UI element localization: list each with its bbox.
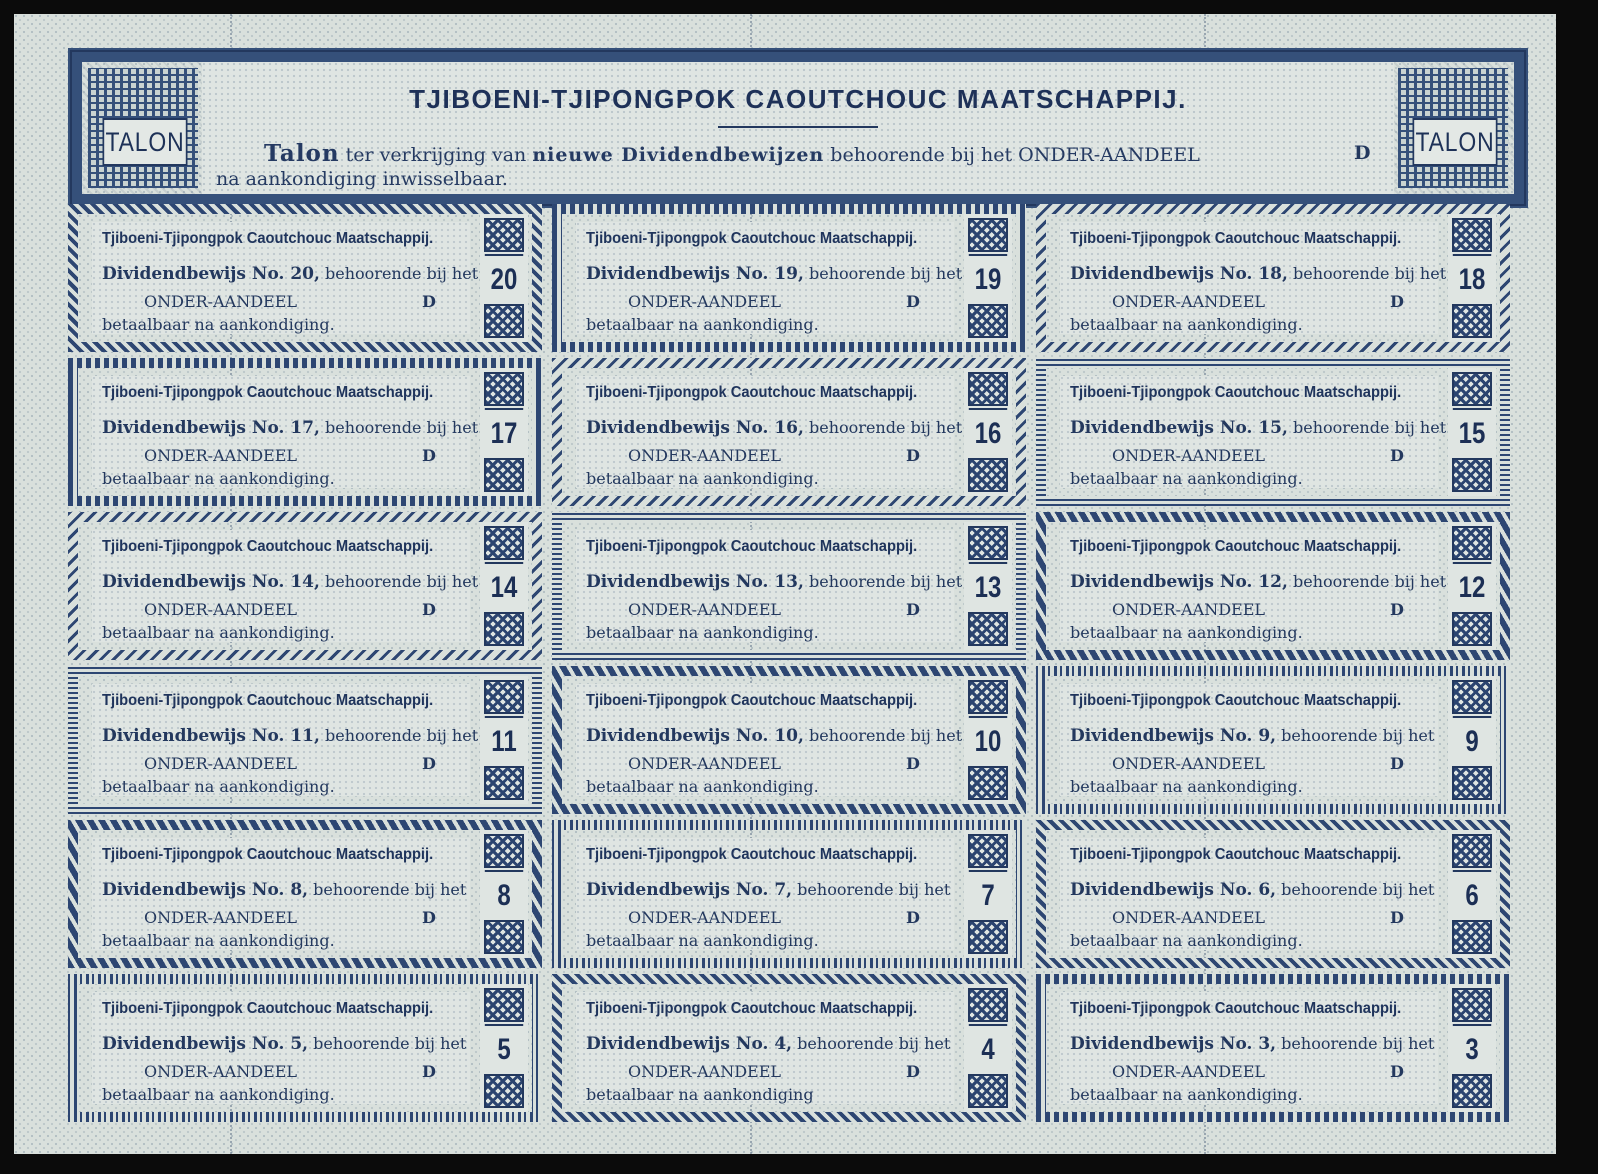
coupon-number: 19 bbox=[969, 254, 1007, 306]
coupon-number: 8 bbox=[485, 870, 523, 922]
ornament-icon bbox=[1452, 218, 1492, 252]
coupon-payable: betaalbaar na aankondiging. bbox=[586, 777, 819, 796]
coupon-payable: betaalbaar na aankondiging. bbox=[586, 315, 819, 334]
dividend-coupon-4 bbox=[552, 974, 1026, 1122]
coupon-number-column bbox=[1448, 368, 1496, 496]
coupon-letter: D bbox=[906, 446, 920, 465]
coupon-letter: D bbox=[422, 600, 436, 619]
coupon-letter: D bbox=[1390, 908, 1404, 927]
coupon-letter: D bbox=[906, 908, 920, 927]
coupon-payable: betaalbaar na aankondiging. bbox=[1070, 777, 1303, 796]
coupon-letter: D bbox=[422, 292, 436, 311]
coupon-share: ONDER-AANDEEL bbox=[628, 600, 781, 619]
coupon-letter: D bbox=[1390, 1062, 1404, 1081]
ornament-icon bbox=[484, 988, 524, 1022]
coupon-number: 16 bbox=[969, 408, 1007, 460]
coupon-rest: behoorende bij het bbox=[803, 418, 963, 437]
coupon-share: ONDER-AANDEEL bbox=[1112, 1062, 1265, 1081]
talon-ornament-left bbox=[88, 68, 198, 188]
coupon-payable: betaalbaar na aankondiging. bbox=[586, 623, 819, 642]
coupon-rest: behoorende bij het bbox=[792, 880, 951, 899]
coupon-number-column bbox=[964, 984, 1012, 1112]
coupon-number-column bbox=[964, 522, 1012, 650]
coupon-text-panel bbox=[92, 838, 470, 950]
coupon-letter: D bbox=[1390, 600, 1404, 619]
coupon-dividend-line bbox=[1070, 880, 1434, 900]
ornament-icon bbox=[484, 218, 524, 252]
coupon-text-panel bbox=[1060, 530, 1447, 642]
company-title: TJIBOENI-TJIPONGPOK CAOUTCHOUC MAATSCHAPPIJ. bbox=[409, 84, 1187, 114]
coupon-payable: betaalbaar na aankondiging. bbox=[1070, 1085, 1303, 1104]
coupon-rest: behoorende bij het bbox=[319, 572, 479, 591]
coupon-dividend-line bbox=[586, 726, 962, 746]
ornament-icon bbox=[1452, 612, 1492, 646]
dividend-coupon-15 bbox=[1036, 358, 1510, 506]
ornament-icon bbox=[968, 372, 1008, 406]
coupon-label: Dividendbewijs No. 11, bbox=[102, 726, 320, 746]
ornament-icon bbox=[1452, 372, 1492, 406]
coupon-company: Tjiboeni-Tjipongpok Caoutchouc Maatschappij. bbox=[586, 846, 918, 863]
coupon-number: 12 bbox=[1453, 562, 1491, 614]
dividend-coupon-19 bbox=[552, 204, 1026, 352]
ornament-icon bbox=[484, 458, 524, 492]
coupon-number-column bbox=[964, 830, 1012, 958]
coupon-rest: behoorende bij het bbox=[803, 264, 963, 283]
coupon-text-panel bbox=[576, 838, 954, 950]
ornament-icon bbox=[968, 766, 1008, 800]
talon-text-a: ter verkrijging van bbox=[339, 144, 533, 166]
coupon-text-panel bbox=[576, 992, 954, 1104]
coupon-dividend-line bbox=[102, 264, 478, 284]
coupon-company: Tjiboeni-Tjipongpok Caoutchouc Maatschappij. bbox=[586, 1000, 918, 1017]
coupon-rest: behoorende bij het bbox=[1287, 264, 1447, 283]
coupon-share: ONDER-AANDEEL bbox=[628, 908, 781, 927]
coupon-rest: behoorende bij het bbox=[319, 418, 479, 437]
coupon-number-column bbox=[964, 214, 1012, 342]
ornament-icon bbox=[1452, 458, 1492, 492]
coupon-text-panel bbox=[1060, 838, 1438, 950]
dividend-coupon-8 bbox=[68, 820, 542, 968]
coupon-payable: betaalbaar na aankondiging. bbox=[1070, 469, 1303, 488]
coupon-share: ONDER-AANDEEL bbox=[144, 908, 297, 927]
coupon-number: 15 bbox=[1453, 408, 1491, 460]
dividend-coupon-6 bbox=[1036, 820, 1510, 968]
coupon-share: ONDER-AANDEEL bbox=[628, 1062, 781, 1081]
dividend-coupon-10 bbox=[552, 666, 1026, 814]
coupon-payable: betaalbaar na aankondiging. bbox=[102, 315, 335, 334]
dividend-coupon-13 bbox=[552, 512, 1026, 660]
coupon-text-panel bbox=[1060, 376, 1447, 488]
ornament-icon bbox=[968, 526, 1008, 560]
coupon-payable: betaalbaar na aankondiging. bbox=[1070, 623, 1303, 642]
coupon-company: Tjiboeni-Tjipongpok Caoutchouc Maatschappij. bbox=[1070, 230, 1402, 247]
coupon-text-panel bbox=[1060, 992, 1438, 1104]
coupon-letter: D bbox=[422, 908, 436, 927]
coupon-company: Tjiboeni-Tjipongpok Caoutchouc Maatschappij. bbox=[102, 1000, 434, 1017]
coupon-text-panel bbox=[92, 376, 479, 488]
dividend-coupon-3 bbox=[1036, 974, 1510, 1122]
coupon-company: Tjiboeni-Tjipongpok Caoutchouc Maatschappij. bbox=[102, 692, 434, 709]
coupon-share: ONDER-AANDEEL bbox=[144, 292, 297, 311]
talon-tag-right: TALON bbox=[1413, 118, 1498, 166]
coupon-rest: behoorende bij het bbox=[1287, 418, 1447, 437]
coupon-number: 3 bbox=[1453, 1024, 1491, 1076]
coupon-dividend-line bbox=[586, 572, 962, 592]
coupon-company: Tjiboeni-Tjipongpok Caoutchouc Maatschappij. bbox=[1070, 384, 1402, 401]
coupon-share: ONDER-AANDEEL bbox=[1112, 600, 1265, 619]
coupon-letter: D bbox=[422, 754, 436, 773]
coupon-text-panel bbox=[92, 222, 479, 334]
ornament-icon bbox=[484, 612, 524, 646]
ornament-icon bbox=[484, 304, 524, 338]
ornament-icon bbox=[484, 372, 524, 406]
coupon-dividend-line bbox=[1070, 1034, 1434, 1054]
coupon-rest: behoorende bij het bbox=[1287, 572, 1447, 591]
coupon-dividend-line bbox=[102, 1034, 466, 1054]
coupon-company: Tjiboeni-Tjipongpok Caoutchouc Maatschappij. bbox=[1070, 692, 1402, 709]
coupon-letter: D bbox=[906, 600, 920, 619]
coupon-company: Tjiboeni-Tjipongpok Caoutchouc Maatschappij. bbox=[102, 230, 434, 247]
ornament-icon bbox=[484, 834, 524, 868]
coupon-label: Dividendbewijs No. 14, bbox=[102, 572, 320, 592]
coupon-text-panel bbox=[576, 376, 963, 488]
coupon-letter: D bbox=[1390, 292, 1404, 311]
coupon-letter: D bbox=[1390, 754, 1404, 773]
coupon-dividend-line bbox=[1070, 264, 1446, 284]
coupon-number: 9 bbox=[1453, 716, 1491, 768]
coupon-number-column bbox=[480, 214, 528, 342]
coupon-rest: behoorende bij het bbox=[1276, 880, 1435, 899]
ornament-icon bbox=[1452, 1074, 1492, 1108]
coupon-number-column bbox=[964, 368, 1012, 496]
coupon-payable: betaalbaar na aankondiging. bbox=[102, 623, 335, 642]
coupon-share: ONDER-AANDEEL bbox=[1112, 446, 1265, 465]
dividend-coupon-14 bbox=[68, 512, 542, 660]
coupon-number: 5 bbox=[485, 1024, 523, 1076]
coupon-letter: D bbox=[906, 754, 920, 773]
dividend-coupon-7 bbox=[552, 820, 1026, 968]
dividend-coupon-18 bbox=[1036, 204, 1510, 352]
coupon-share: ONDER-AANDEEL bbox=[628, 292, 781, 311]
coupon-dividend-line bbox=[102, 572, 478, 592]
coupon-number: 18 bbox=[1453, 254, 1491, 306]
coupon-share: ONDER-AANDEEL bbox=[144, 600, 297, 619]
coupon-number: 6 bbox=[1453, 870, 1491, 922]
coupon-letter: D bbox=[1390, 446, 1404, 465]
coupon-share: ONDER-AANDEEL bbox=[144, 754, 297, 773]
coupon-label: Dividendbewijs No. 7, bbox=[586, 880, 793, 900]
coupon-number-column bbox=[1448, 830, 1496, 958]
coupon-number-column bbox=[480, 676, 528, 804]
coupon-text-panel bbox=[576, 684, 963, 796]
coupon-payable: betaalbaar na aankondiging. bbox=[102, 1085, 335, 1104]
coupon-payable: betaalbaar na aankondiging. bbox=[586, 469, 819, 488]
coupon-label: Dividendbewijs No. 16, bbox=[586, 418, 804, 438]
coupon-payable: betaalbaar na aankondiging bbox=[586, 1085, 814, 1104]
coupon-label: Dividendbewijs No. 12, bbox=[1070, 572, 1288, 592]
ornament-icon bbox=[968, 458, 1008, 492]
talon-nieuwe: nieuwe Dividendbewijzen bbox=[532, 144, 825, 166]
coupon-number: 10 bbox=[969, 716, 1007, 768]
coupon-number-column bbox=[480, 830, 528, 958]
coupon-company: Tjiboeni-Tjipongpok Caoutchouc Maatschappij. bbox=[1070, 1000, 1402, 1017]
ornament-icon bbox=[1452, 766, 1492, 800]
coupon-payable: betaalbaar na aankondiging. bbox=[102, 931, 335, 950]
coupon-number: 4 bbox=[969, 1024, 1007, 1076]
coupon-number-column bbox=[480, 368, 528, 496]
coupon-number-column bbox=[1448, 214, 1496, 342]
coupon-share: ONDER-AANDEEL bbox=[1112, 908, 1265, 927]
coupon-share: ONDER-AANDEEL bbox=[1112, 292, 1265, 311]
coupon-share: ONDER-AANDEEL bbox=[144, 446, 297, 465]
coupon-label: Dividendbewijs No. 9, bbox=[1070, 726, 1277, 746]
coupon-text-panel bbox=[1060, 222, 1447, 334]
ornament-icon bbox=[968, 834, 1008, 868]
coupon-number: 14 bbox=[485, 562, 523, 614]
ornament-icon bbox=[968, 304, 1008, 338]
coupon-dividend-line bbox=[102, 726, 478, 746]
coupon-text-panel bbox=[92, 992, 470, 1104]
coupon-company: Tjiboeni-Tjipongpok Caoutchouc Maatschappij. bbox=[102, 384, 434, 401]
ornament-icon bbox=[484, 766, 524, 800]
coupon-label: Dividendbewijs No. 10, bbox=[586, 726, 804, 746]
ornament-icon bbox=[968, 920, 1008, 954]
ornament-icon bbox=[968, 612, 1008, 646]
coupon-company: Tjiboeni-Tjipongpok Caoutchouc Maatschappij. bbox=[102, 538, 434, 555]
title-rule bbox=[718, 126, 878, 128]
dividend-coupon-11 bbox=[68, 666, 542, 814]
coupon-rest: behoorende bij het bbox=[803, 726, 963, 745]
coupon-label: Dividendbewijs No. 19, bbox=[586, 264, 804, 284]
coupon-letter: D bbox=[906, 292, 920, 311]
dividend-coupon-5 bbox=[68, 974, 542, 1122]
coupon-company: Tjiboeni-Tjipongpok Caoutchouc Maatschappij. bbox=[1070, 538, 1402, 555]
coupon-dividend-line bbox=[586, 264, 962, 284]
dividend-coupon-9 bbox=[1036, 666, 1510, 814]
coupon-number-column bbox=[964, 676, 1012, 804]
coupon-number-column bbox=[1448, 676, 1496, 804]
talon-description bbox=[264, 140, 1200, 167]
coupon-number-column bbox=[480, 984, 528, 1112]
coupon-company: Tjiboeni-Tjipongpok Caoutchouc Maatschappij. bbox=[102, 846, 434, 863]
coupon-number: 11 bbox=[485, 716, 523, 768]
coupon-label: Dividendbewijs No. 3, bbox=[1070, 1034, 1277, 1054]
ornament-icon bbox=[484, 680, 524, 714]
coupon-label: Dividendbewijs No. 15, bbox=[1070, 418, 1288, 438]
talon-header bbox=[68, 48, 1528, 208]
talon-ornament-right bbox=[1398, 68, 1508, 188]
coupon-number: 20 bbox=[485, 254, 523, 306]
coupon-payable: betaalbaar na aankondiging. bbox=[1070, 931, 1303, 950]
coupon-text-panel bbox=[1060, 684, 1438, 796]
coupon-letter: D bbox=[906, 1062, 920, 1081]
coupon-number: 17 bbox=[485, 408, 523, 460]
coupon-number: 7 bbox=[969, 870, 1007, 922]
coupon-number-column bbox=[1448, 522, 1496, 650]
ornament-icon bbox=[1452, 680, 1492, 714]
coupon-company: Tjiboeni-Tjipongpok Caoutchouc Maatschappij. bbox=[586, 538, 918, 555]
coupon-label: Dividendbewijs No. 4, bbox=[586, 1034, 793, 1054]
coupon-text-panel bbox=[92, 530, 479, 642]
coupon-share: ONDER-AANDEEL bbox=[144, 1062, 297, 1081]
certificate-sheet bbox=[14, 14, 1556, 1154]
talon-word: Talon bbox=[264, 140, 340, 167]
coupon-label: Dividendbewijs No. 20, bbox=[102, 264, 320, 284]
coupon-rest: behoorende bij het bbox=[319, 264, 479, 283]
coupon-rest: behoorende bij het bbox=[308, 880, 467, 899]
coupon-company: Tjiboeni-Tjipongpok Caoutchouc Maatschappij. bbox=[586, 692, 918, 709]
ornament-icon bbox=[1452, 920, 1492, 954]
talon-line2: na aankondiging inwisselbaar. bbox=[216, 168, 508, 190]
ornament-icon bbox=[968, 1074, 1008, 1108]
coupon-payable: betaalbaar na aankondiging. bbox=[1070, 315, 1303, 334]
coupon-letter: D bbox=[422, 446, 436, 465]
coupon-label: Dividendbewijs No. 17, bbox=[102, 418, 320, 438]
coupon-dividend-line bbox=[586, 418, 962, 438]
dividend-coupon-17 bbox=[68, 358, 542, 506]
ornament-icon bbox=[1452, 304, 1492, 338]
coupon-text-panel bbox=[576, 222, 963, 334]
ornament-icon bbox=[1452, 834, 1492, 868]
coupon-dividend-line bbox=[102, 880, 466, 900]
dividend-coupon-20 bbox=[68, 204, 542, 352]
ornament-icon bbox=[968, 218, 1008, 252]
coupon-company: Tjiboeni-Tjipongpok Caoutchouc Maatschappij. bbox=[586, 384, 918, 401]
coupon-label: Dividendbewijs No. 18, bbox=[1070, 264, 1288, 284]
talon-tag-left: TALON bbox=[103, 118, 188, 166]
ornament-icon bbox=[968, 988, 1008, 1022]
dividend-coupon-16 bbox=[552, 358, 1026, 506]
coupon-rest: behoorende bij het bbox=[319, 726, 479, 745]
coupon-label: Dividendbewijs No. 5, bbox=[102, 1034, 309, 1054]
coupon-label: Dividendbewijs No. 13, bbox=[586, 572, 804, 592]
coupon-number: 13 bbox=[969, 562, 1007, 614]
ornament-icon bbox=[968, 680, 1008, 714]
ornament-icon bbox=[484, 1074, 524, 1108]
ornament-icon bbox=[1452, 526, 1492, 560]
coupon-dividend-line bbox=[1070, 572, 1446, 592]
coupon-number-column bbox=[480, 522, 528, 650]
coupon-company: Tjiboeni-Tjipongpok Caoutchouc Maatschappij. bbox=[1070, 846, 1402, 863]
coupon-payable: betaalbaar na aankondiging. bbox=[102, 777, 335, 796]
talon-text-b: behoorende bij het ONDER-AANDEEL bbox=[824, 144, 1200, 166]
coupon-rest: behoorende bij het bbox=[803, 572, 963, 591]
dividend-coupon-12 bbox=[1036, 512, 1510, 660]
coupon-share: ONDER-AANDEEL bbox=[1112, 754, 1265, 773]
coupon-company: Tjiboeni-Tjipongpok Caoutchouc Maatschappij. bbox=[586, 230, 918, 247]
ornament-icon bbox=[484, 526, 524, 560]
talon-letter-d: D bbox=[1354, 142, 1371, 164]
coupon-text-panel bbox=[576, 530, 963, 642]
coupon-dividend-line bbox=[586, 880, 950, 900]
coupon-rest: behoorende bij het bbox=[792, 1034, 951, 1053]
coupon-number-column bbox=[1448, 984, 1496, 1112]
coupon-letter: D bbox=[422, 1062, 436, 1081]
ornament-icon bbox=[484, 920, 524, 954]
coupon-dividend-line bbox=[102, 418, 478, 438]
ornament-icon bbox=[1452, 988, 1492, 1022]
coupon-label: Dividendbewijs No. 8, bbox=[102, 880, 309, 900]
coupon-text-panel bbox=[92, 684, 479, 796]
coupon-payable: betaalbaar na aankondiging. bbox=[102, 469, 335, 488]
coupon-rest: behoorende bij het bbox=[1276, 726, 1435, 745]
coupon-label: Dividendbewijs No. 6, bbox=[1070, 880, 1277, 900]
coupon-share: ONDER-AANDEEL bbox=[628, 446, 781, 465]
coupon-rest: behoorende bij het bbox=[1276, 1034, 1435, 1053]
coupon-dividend-line bbox=[1070, 726, 1434, 746]
talon-text-panel bbox=[202, 62, 1394, 194]
coupon-dividend-line bbox=[1070, 418, 1446, 438]
coupon-dividend-line bbox=[586, 1034, 950, 1054]
coupon-rest: behoorende bij het bbox=[308, 1034, 467, 1053]
coupon-payable: betaalbaar na aankondiging. bbox=[586, 931, 819, 950]
coupon-share: ONDER-AANDEEL bbox=[628, 754, 781, 773]
